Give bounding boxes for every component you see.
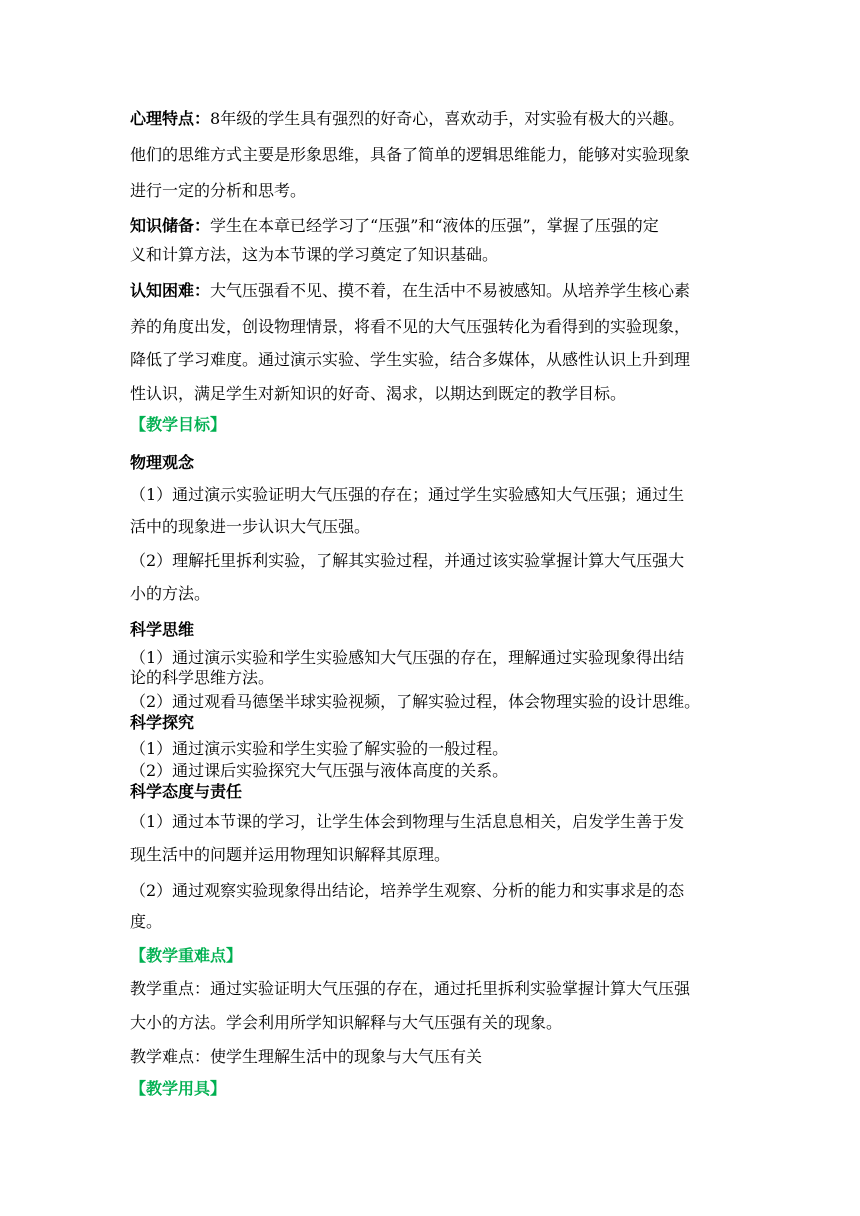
knowledge-paragraph-line-1 [130,215,742,237]
physics-item-1a: （1）通过演示实验证明大气压强的存在；通过学生实验感知大气压强；通过生 [130,485,685,504]
psych-paragraph-line-1 [130,108,742,130]
physics-title: 物理观念 [130,453,195,472]
attitude-item-2a: （2）通过观察实验现象得出结论，培养学生观察、分析的能力和实事求是的态 [130,881,685,900]
psych-label: 心理特点： [130,109,211,128]
difficulty-text-2: 养的角度出发，创设物理情景，将看不见的大气压强转化为看得到的实验现象， [130,317,691,336]
knowledge-label: 知识储备： [130,216,211,235]
thinking-item-2: （2）通过观看马德堡半球实验视频，了解实验过程，体会物理实验的设计思维。 [130,692,701,711]
thinking-item-1a: （1）通过演示实验和学生实验感知大气压强的存在，理解通过实验现象得出结 [130,648,685,667]
key-point-line-1: 教学重点：通过实验证明大气压强的存在，通过托里拆利实验掌握计算大气压强 [130,979,691,998]
difficulty-text-3: 降低了学习难度。通过演示实验、学生实验，结合多媒体，从感性认识上升到理 [130,350,691,369]
tools-heading: 【教学用具】 [130,1079,227,1098]
goals-heading: 【教学目标】 [130,415,227,434]
attitude-title: 科学态度与责任 [130,782,243,801]
physics-item-2b: 小的方法。 [130,584,211,603]
difficulty-label: 认知困难： [130,281,211,300]
key-point-line-2: 大小的方法。学会利用所学知识解释与大气压强有关的现象。 [130,1013,563,1032]
thinking-item-1b: 论的科学思维方法。 [130,668,275,687]
difficulty-paragraph-line-1 [130,280,742,302]
difficult-point: 教学难点：使学生理解生活中的现象与大气压有关 [130,1047,483,1066]
attitude-item-2b: 度。 [130,912,163,931]
inquiry-item-2: （2）通过课后实验探究大气压强与液体高度的关系。 [130,761,509,780]
physics-item-1b: 活中的现象进一步认识大气压强。 [130,517,371,536]
knowledge-text-2: 义和计算方法，这为本节课的学习奠定了知识基础。 [130,245,499,264]
psych-text-3: 进行一定的分析和思考。 [130,181,307,200]
difficulty-text-4: 性认识，满足学生对新知识的好奇、渴求，以期达到既定的教学目标。 [130,384,627,403]
physics-item-2a: （2）理解托里拆利实验，了解其实验过程，并通过该实验掌握计算大气压强大 [130,551,685,570]
psych-text-1: 8年级的学生具有强烈的好奇心，喜欢动手，对实验有极大的兴趣。 [210,109,685,128]
inquiry-title: 科学探究 [130,713,195,732]
attitude-item-1a: （1）通过本节课的学习，让学生体会到物理与生活息息相关，启发学生善于发 [130,812,685,831]
thinking-title: 科学思维 [130,620,195,639]
difficulty-text-1: 大气压强看不见、摸不着，在生活中不易被感知。从培养学生核心素 [210,281,691,300]
knowledge-text-1: 学生在本章已经学习了“压强”和“液体的压强”，掌握了压强的定 [210,216,659,235]
psych-text-2: 他们的思维方式主要是形象思维，具备了简单的逻辑思维能力，能够对实验现象 [130,145,691,164]
keypoints-heading: 【教学重难点】 [130,946,243,965]
inquiry-item-1: （1）通过演示实验和学生实验了解实验的一般过程。 [130,739,509,758]
attitude-item-1b: 现生活中的问题并运用物理知识解释其原理。 [130,845,451,864]
